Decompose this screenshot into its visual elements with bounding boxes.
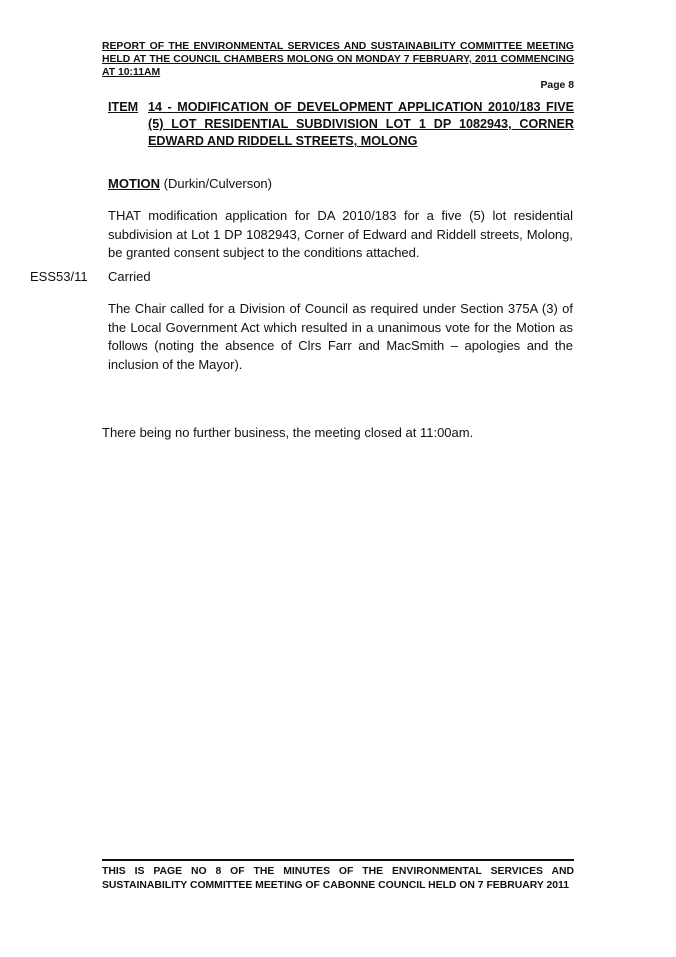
item-label: ITEM: [108, 100, 139, 114]
item-title: 14 - MODIFICATION OF DEVELOPMENT APPLICATION 2010/183 FIVE (5) LOT RESIDENTIAL SUBDIVISION LOT 1 DP 1082943, CORNER EDWARD AND RIDDELL STREETS, MOLONG: [148, 100, 574, 148]
motion-label: MOTION: [108, 176, 160, 191]
division-text: The Chair called for a Division of Council as required under Section 375A (3) of the Local Government Act which resulted in a unanimous vote for the Motion as follows (noting the absence of Clrs Farr and MacSmith – apologies and the inclusion of the Mayor).: [108, 301, 573, 372]
page-number: Page 8: [540, 80, 574, 91]
resolution-number: ESS53/11: [30, 269, 88, 284]
page-footer: THIS IS PAGE NO 8 OF THE MINUTES OF THE ENVIRONMENTAL SERVICES AND SUSTAINABILITY COMMITTEE MEETING OF CABONNE COUNCIL HELD ON 7 FEBRUARY 2011: [102, 866, 574, 891]
closing-statement: There being no further business, the meeting closed at 11:00am.: [102, 425, 474, 440]
motion-text: THAT modification application for DA 2010/183 for a five (5) lot residential subdivision at Lot 1 DP 1082943, Corner of Edward and Riddell streets, Molong, be granted consent subject to the conditions attached.: [108, 208, 573, 260]
item-heading: [108, 99, 574, 150]
footer-divider: [102, 859, 574, 861]
resolution-status: Carried: [108, 269, 151, 284]
header-text: REPORT OF THE ENVIRONMENTAL SERVICES AND SUSTAINABILITY COMMITTEE MEETING HELD AT THE COUNCIL CHAMBERS MOLONG ON MONDAY 7 FEBRUARY, 2011 COMMENCING AT 10:11AM: [102, 41, 574, 78]
motion-line: [108, 176, 272, 191]
page-header: [102, 40, 574, 79]
motion-movers: (Durkin/Culverson): [163, 176, 272, 191]
